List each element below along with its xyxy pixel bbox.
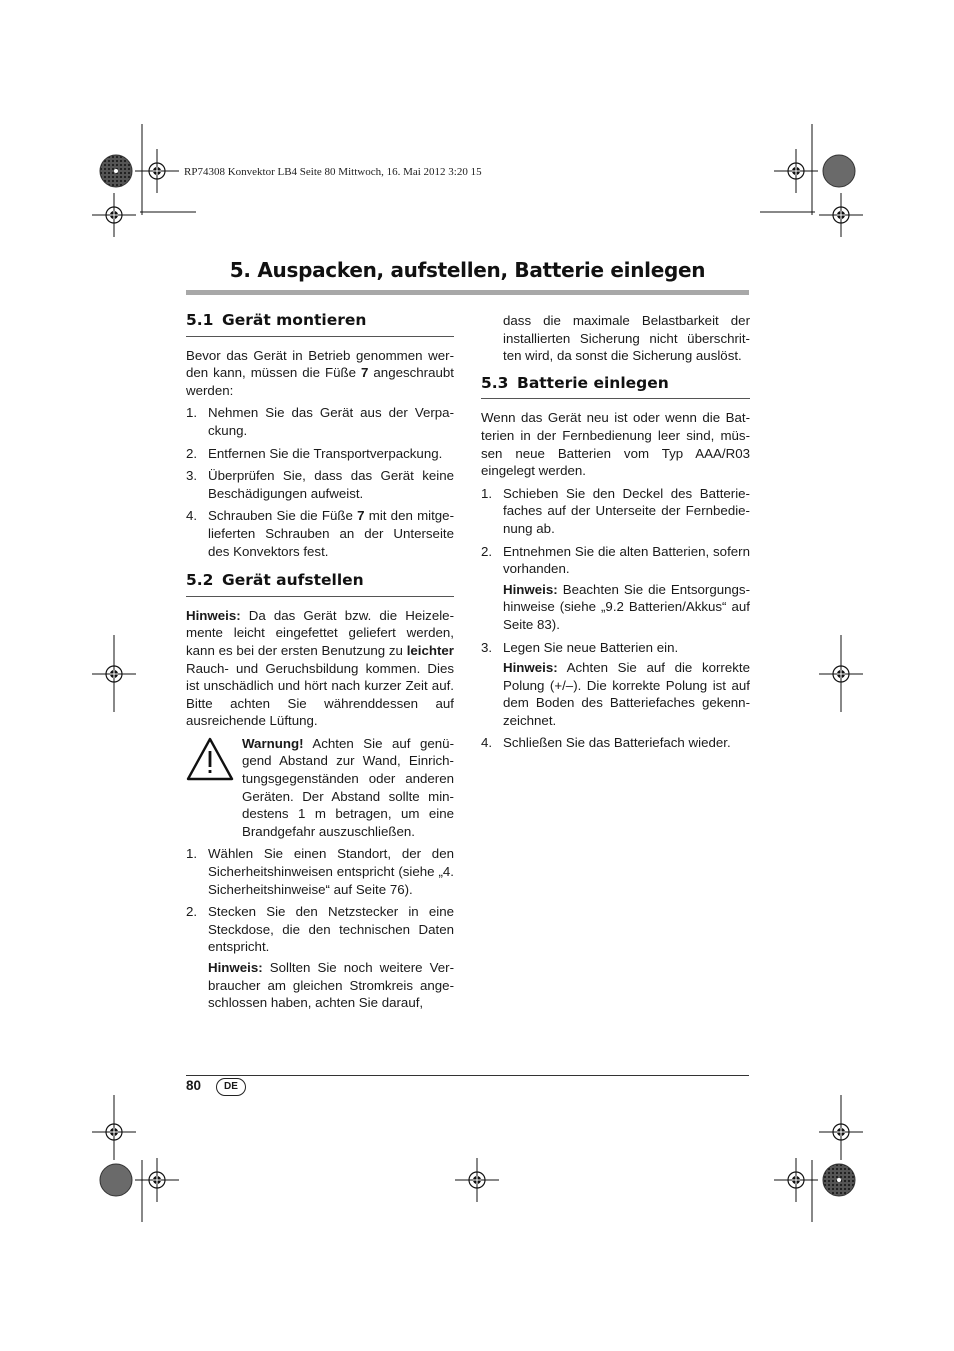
item-number: 1. <box>186 846 198 862</box>
text: Rauch- und Geruchsbildung kommen. Dies ist unschädlich und hört nach kurzer Zeit auf. Bitte achten Sie währenddessen auf ausreichende Lüftung. <box>186 660 454 729</box>
page-number: 80 <box>186 1078 202 1093</box>
left-column <box>186 312 454 1017</box>
sub-note <box>503 581 750 634</box>
section-heading-5-2 <box>186 572 454 597</box>
title-rule <box>186 290 749 295</box>
warning-label: Warnung! <box>242 735 304 751</box>
section-number: 5.3 <box>481 373 509 392</box>
sub-note <box>503 659 750 729</box>
text: Da das Gerät bzw. die Heizele-mente leicht eingefettet geliefert werden, kann es bei der ersten Benutzung zu <box>186 607 454 658</box>
item-text: Schließen Sie das Batteriefach wieder. <box>503 735 731 751</box>
item-text: mit den mitge-lieferten Schrauben an der Unterseite des Konvektors fest. <box>208 508 455 559</box>
list-item <box>186 903 454 1012</box>
item-number: 3. <box>186 468 198 484</box>
note-label: Hinweis: <box>208 960 263 975</box>
text: Achten Sie auf genü-gend Abstand zur Wand, Einrich-tungsgegenständen oder anderen Geräten. Der Abstand sollte min-destens 1 m betragen, um eine Brandgefahr auszuschließen. <box>242 735 454 839</box>
paragraph <box>186 347 454 400</box>
note-label: Hinweis: <box>503 581 558 597</box>
emphasis: leichter <box>406 642 454 658</box>
list-item <box>186 404 454 439</box>
item-text: Wählen Sie einen Standort, der den Sicherheitshinweisen entspricht (siehe „4. Sicherheitshinweise“ auf Seite 76). <box>208 846 454 897</box>
item-text: Überprüfen Sie, dass das Gerät keine Beschädigungen aufweist. <box>208 468 454 501</box>
text: Achten Sie auf die korrekte Polung (+/–). Die korrekte Polung ist auf dem Boden des Batteriefaches gekenn-zeichnet. <box>503 660 750 728</box>
language-badge: DE <box>216 1078 246 1096</box>
continued-paragraph: dass die maximale Belastbarkeit der installierten Sicherung nicht überschrit-ten wird, da sonst die Sicherung auslöst. <box>503 313 750 364</box>
section-heading-5-3 <box>481 375 750 400</box>
print-slug: RP74308 Konvektor LB4 Seite 80 Mittwoch, 16. Mai 2012 3:20 15 <box>184 166 482 178</box>
warning-triangle-icon <box>186 737 234 781</box>
text: Sollten Sie noch weitere Ver-braucher am gleichen Stromkreis ange-schlossen haben, achten Sie darauf, <box>208 960 454 1011</box>
text: Beachten Sie die Entsorgungs-hinweise (siehe „9.2 Batterien/Akkus“ auf Seite 83). <box>503 581 750 632</box>
item-number: 4. <box>481 735 493 751</box>
chapter-title: 5. Auspacken, aufstellen, Batterie einlegen <box>229 258 706 282</box>
part-number: 7 <box>361 365 369 381</box>
list-item <box>186 445 454 463</box>
numbered-list <box>186 845 454 1011</box>
text: Bevor das Gerät in Betrieb genommen wer-den kann, müssen die Füße <box>186 347 454 381</box>
item-number: 2. <box>481 543 493 559</box>
sub-note <box>208 959 454 1012</box>
part-number: 7 <box>357 508 365 524</box>
list-item <box>481 485 750 538</box>
warning-text <box>242 735 454 841</box>
item-text: Stecken Sie den Netzstecker in eine Steckdose, die den technischen Daten entspricht. <box>208 904 454 955</box>
numbered-list <box>481 485 750 752</box>
numbered-list <box>186 404 454 560</box>
item-text: Legen Sie neue Batterien ein. <box>503 639 679 655</box>
right-column <box>481 312 750 757</box>
paragraph: Wenn das Gerät neu ist oder wenn die Bat-terien in der Fernbedienung leer sind, müs-sen neue Batterien vom Typ AAA/R03 eingelegt werden. <box>481 410 750 479</box>
item-text: Entfernen Sie die Transportverpackung. <box>208 445 443 461</box>
item-number: 3. <box>481 639 493 655</box>
section-title: Gerät montieren <box>222 311 367 329</box>
item-number: 1. <box>481 485 493 501</box>
footer-rule <box>186 1075 749 1076</box>
list-item <box>186 467 454 502</box>
item-number: 2. <box>186 445 198 461</box>
item-number: 2. <box>186 904 198 920</box>
note-label: Hinweis: <box>503 660 558 676</box>
list-item <box>186 507 454 560</box>
section-title: Gerät aufstellen <box>222 571 364 590</box>
section-number: 5.2 <box>186 571 214 590</box>
item-text: Schieben Sie den Deckel des Batterie-faches auf der Unterseite der Fernbedie-nung ab. <box>503 485 750 536</box>
note-paragraph <box>186 607 454 730</box>
item-number: 1. <box>186 405 198 421</box>
item-text: Entnehmen Sie die alten Batterien, sofern vorhanden. <box>503 543 750 577</box>
warning-box <box>186 735 454 841</box>
list-item <box>481 543 750 634</box>
note-label: Hinweis: <box>186 607 241 623</box>
section-heading-5-1 <box>186 312 454 337</box>
section-number: 5.1 <box>186 311 214 329</box>
list-item <box>481 639 750 730</box>
item-text: Nehmen Sie das Gerät aus der Verpa-ckung. <box>208 405 454 438</box>
section-title: Batterie einlegen <box>517 373 669 392</box>
list-item <box>186 845 454 898</box>
item-text: Schrauben Sie die Füße <box>208 508 358 524</box>
text: angeschraubt werden: <box>186 365 454 398</box>
item-number: 4. <box>186 508 198 524</box>
list-item <box>481 734 750 752</box>
